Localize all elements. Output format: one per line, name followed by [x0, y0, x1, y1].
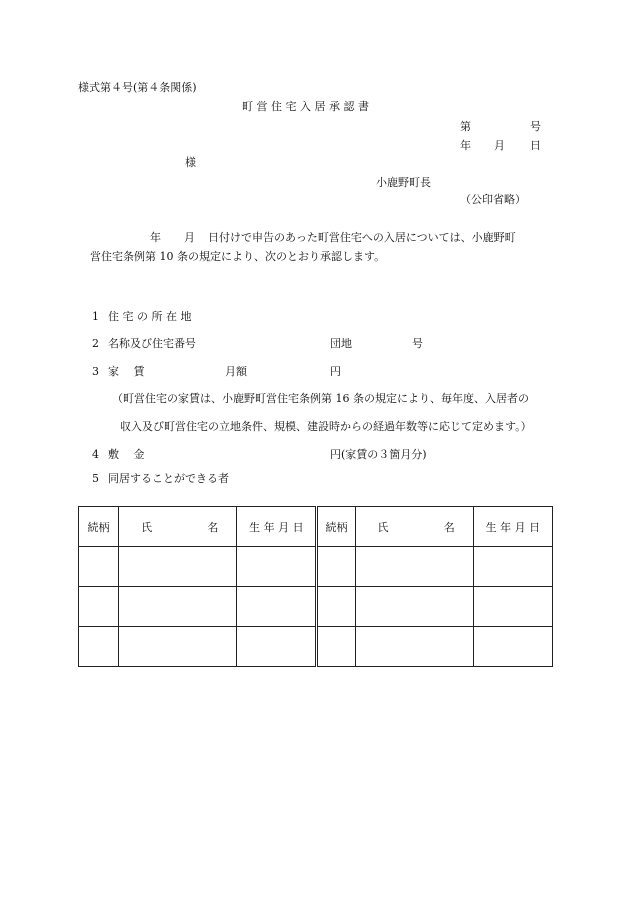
- date-month: 月: [494, 139, 505, 152]
- cell-birthdate[interactable]: [237, 587, 317, 627]
- body-text-line2: 営住宅条例第 10 条の規定により、次のとおり承認します。: [90, 250, 386, 263]
- item-number: 4: [92, 448, 99, 461]
- cell-birthdate[interactable]: [237, 547, 317, 587]
- cell-birthdate[interactable]: [237, 627, 317, 667]
- seal-note: （公印省略）: [460, 193, 526, 206]
- item-go: 号: [412, 337, 423, 350]
- header-surname: 氏: [141, 520, 153, 534]
- document-title: 町 営 住 宅 入 居 承 認 書: [242, 100, 369, 113]
- cell-relationship[interactable]: [317, 627, 355, 667]
- item-danchi: 団地: [330, 337, 352, 350]
- table-row: [79, 627, 553, 667]
- issuer-name: 小鹿野町長: [376, 176, 431, 189]
- header-name: [355, 507, 473, 547]
- item-label-location: 住 宅 の 所 在 地: [108, 310, 192, 323]
- header-given-name: 名: [443, 520, 455, 534]
- table-row: [79, 547, 553, 587]
- table-row: [79, 587, 553, 627]
- cell-relationship[interactable]: [317, 587, 355, 627]
- header-surname: 氏: [377, 520, 389, 534]
- rent-note-line2: 収入及び町営住宅の立地条件、規模、建設時からの経過年数等に応じて定めます。）: [120, 420, 532, 433]
- cell-birthdate[interactable]: [473, 547, 552, 587]
- header-name: [119, 507, 237, 547]
- header-relationship: 続柄: [79, 507, 119, 547]
- cell-relationship[interactable]: [79, 547, 119, 587]
- item-label-cohabitants: 同居することができる者: [108, 472, 229, 485]
- cell-name[interactable]: [119, 547, 237, 587]
- header-relationship: 続柄: [317, 507, 355, 547]
- item-number: 2: [92, 337, 99, 350]
- cell-name[interactable]: [355, 547, 473, 587]
- form-label: 様式第４号(第４条関係): [78, 81, 197, 94]
- item-deposit-amount: 円(家賃の３箇月分): [330, 448, 427, 461]
- number-suffix: 号: [530, 120, 541, 133]
- number-prefix: 第: [460, 120, 471, 133]
- header-birthdate: 生 年 月 日: [473, 507, 552, 547]
- body-year: 年: [150, 231, 161, 244]
- rent-note-line1: （町営住宅の家賃は、小鹿野町営住宅条例第 16 条の規定により、毎年度、入居者の: [112, 392, 529, 405]
- cell-relationship[interactable]: [79, 587, 119, 627]
- cell-relationship[interactable]: [79, 627, 119, 667]
- cell-relationship[interactable]: [317, 547, 355, 587]
- item-yen: 円: [330, 365, 341, 378]
- cell-name[interactable]: [119, 587, 237, 627]
- item-label-rent: 家 賃: [108, 365, 145, 378]
- body-month: 月: [184, 231, 195, 244]
- cohabitants-table: [78, 506, 553, 667]
- item-number: 5: [92, 472, 99, 485]
- cell-birthdate[interactable]: [473, 627, 552, 667]
- table-header-row: [79, 507, 553, 547]
- item-label-name-number: 名称及び住宅番号: [108, 337, 196, 350]
- date-day: 日: [530, 139, 541, 152]
- item-number: 3: [92, 365, 99, 378]
- item-number: 1: [92, 310, 99, 323]
- addressee-honorific: 様: [185, 156, 196, 169]
- header-birthdate: 生 年 月 日: [237, 507, 317, 547]
- cell-name[interactable]: [355, 587, 473, 627]
- header-given-name: 名: [207, 520, 219, 534]
- date-year: 年: [460, 139, 471, 152]
- item-label-deposit: 敷 金: [108, 448, 145, 461]
- cell-name[interactable]: [119, 627, 237, 667]
- cell-birthdate[interactable]: [473, 587, 552, 627]
- item-monthly: 月額: [225, 365, 247, 378]
- cell-name[interactable]: [355, 627, 473, 667]
- body-text-line1: 日付けで申告のあった町営住宅への入居については、小鹿野町: [208, 231, 516, 244]
